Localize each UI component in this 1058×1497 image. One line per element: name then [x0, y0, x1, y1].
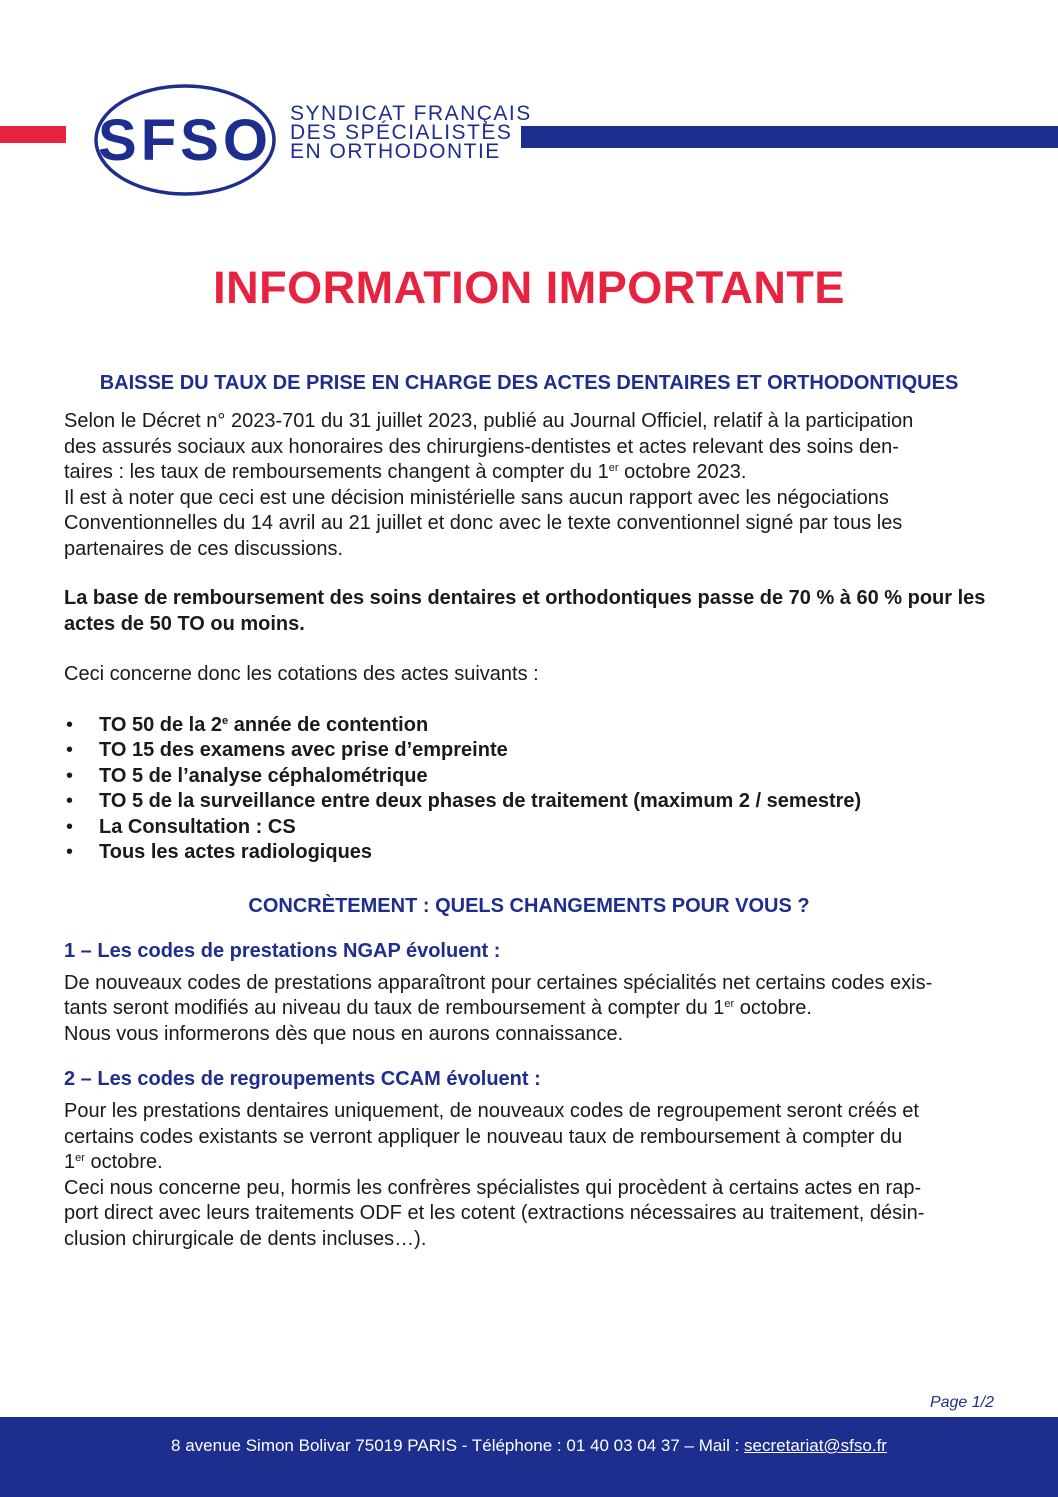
- key-statement-b: actes de 50 TO ou moins.: [64, 612, 305, 635]
- footer-contact: [0, 1436, 1058, 1456]
- item4: TO 5 de la surveillance entre deux phases de traitement (maximum 2 / semestre): [99, 790, 862, 812]
- intro-paragraph: [64, 409, 994, 562]
- list-item: [64, 815, 994, 841]
- bullet: •: [66, 790, 74, 812]
- footer-address: 8 avenue Simon Bolivar 75019 PARIS - Téléphone : 01 40 03 04 37 – Mail :: [171, 1436, 745, 1455]
- intro-line-b: des assurés sociaux aux honoraires des chirurgiens-dentistes et actes relevant des soins den-: [64, 435, 899, 458]
- item1-post: année de contention: [228, 713, 429, 736]
- key-statement-a: La base de remboursement des soins dentaires et orthodontiques passe de 70 % à 60 % pour les: [64, 587, 986, 609]
- intro-line-c-post: octobre 2023.: [618, 461, 747, 483]
- intro-line-c-pre: taires : les taux de remboursements changent à compter du 1: [64, 461, 609, 483]
- item6: Tous les actes radiologiques: [99, 841, 373, 863]
- note-line-c: partenaires de ces discussions.: [64, 537, 344, 560]
- sub1-line-b-sup: er: [724, 998, 735, 1010]
- org-line-1: SYNDICAT FRANÇAIS: [290, 102, 532, 125]
- organization-name: [290, 104, 532, 161]
- intro-line-a: Selon le Décret n° 2023-701 du 31 juillet 2023, publié au Journal Officiel, relatif à la participation: [64, 410, 914, 432]
- org-line-3: EN ORTHODONTIE: [290, 140, 501, 163]
- header-red-bar: [0, 126, 66, 143]
- bullet: •: [66, 815, 74, 838]
- org-line-2: DES SPÉCIALISTES: [290, 121, 513, 144]
- footer-bar: [0, 1417, 1058, 1497]
- document-body: [64, 372, 994, 1252]
- sub1-line-c: Nous vous informerons dès que nous en aurons connaissance.: [64, 1022, 624, 1045]
- subsection2-text: [64, 1099, 994, 1252]
- sub2-line-c-sup: er: [75, 1152, 85, 1164]
- sfso-logo: [90, 80, 280, 200]
- intro-line-c-sup: er: [608, 462, 619, 474]
- list-item: [64, 764, 994, 790]
- section2-heading: CONCRÈTEMENT : QUELS CHANGEMENTS POUR VOUS ?: [248, 894, 810, 917]
- sub2-line-f: clusion chirurgicale de dents incluses…).: [64, 1227, 427, 1250]
- item5: La Consultation : CS: [99, 815, 296, 838]
- item3: TO 5 de l’analyse céphalométrique: [99, 764, 428, 787]
- bullet: •: [66, 764, 74, 787]
- page-title: INFORMATION IMPORTANTE: [213, 262, 845, 313]
- list-item: [64, 713, 994, 739]
- sub1-line-a: De nouveaux codes de prestations apparaîtront pour certaines spécialités net certains codes exis-: [64, 971, 933, 994]
- subsection2-heading: 2 – Les codes de regroupements CCAM évoluent :: [64, 1068, 541, 1090]
- subsection1-heading: 1 – Les codes de prestations NGAP évoluent :: [64, 939, 501, 962]
- note-line-b: Conventionnelles du 14 avril au 21 juillet et donc avec le texte conventionnel signé par tous les: [64, 512, 903, 534]
- sub1-line-b-post: octobre.: [734, 997, 812, 1019]
- list-item: [64, 738, 994, 764]
- bullet: •: [66, 713, 74, 736]
- section1-heading: BAISSE DU TAUX DE PRISE EN CHARGE DES ACTES DENTAIRES ET ORTHODONTIQUES: [99, 372, 959, 394]
- note-line-a: Il est à noter que ceci est une décision ministérielle sans aucun rapport avec les négociations: [64, 486, 889, 509]
- sub2-line-a: Pour les prestations dentaires uniquement, de nouveaux codes de regroupement seront créés et: [64, 1100, 919, 1122]
- list-item: [64, 840, 994, 866]
- page-number: Page 1/2: [929, 1394, 994, 1411]
- bullet: •: [66, 739, 74, 761]
- sub2-line-c-post: octobre.: [84, 1151, 163, 1173]
- bullet: •: [66, 841, 74, 863]
- sub2-line-e: port direct avec leurs traitements ODF et les cotent (extractions nécessaires au traitement, désin-: [64, 1202, 925, 1224]
- sub2-line-d: Ceci nous concerne peu, hormis les confrères spécialistes qui procèdent à certains actes en rap-: [64, 1176, 922, 1199]
- sub2-line-c-pre: 1: [64, 1151, 76, 1173]
- footer-email-link[interactable]: secretariat@sfso.fr: [744, 1436, 887, 1455]
- item2: TO 15 des examens avec prise d’empreinte: [99, 739, 508, 761]
- sub1-line-b-pre: tants seront modifiés au niveau du taux de remboursement à compter du 1: [64, 997, 725, 1019]
- header-blue-bar: [521, 126, 1058, 148]
- concerns-text: Ceci concerne donc les cotations des actes suivants :: [64, 663, 539, 685]
- item1-pre: TO 50 de la 2: [99, 713, 223, 736]
- acts-list: [64, 713, 994, 866]
- list-item: [64, 789, 994, 815]
- logo-letters: SFSO: [98, 108, 272, 173]
- item1-sup: e: [222, 714, 229, 727]
- sub2-line-b: certains codes existants se verront appliquer le nouveau taux de remboursement à compter du: [64, 1125, 903, 1148]
- key-statement: [64, 586, 994, 637]
- subsection1-text: [64, 971, 994, 1048]
